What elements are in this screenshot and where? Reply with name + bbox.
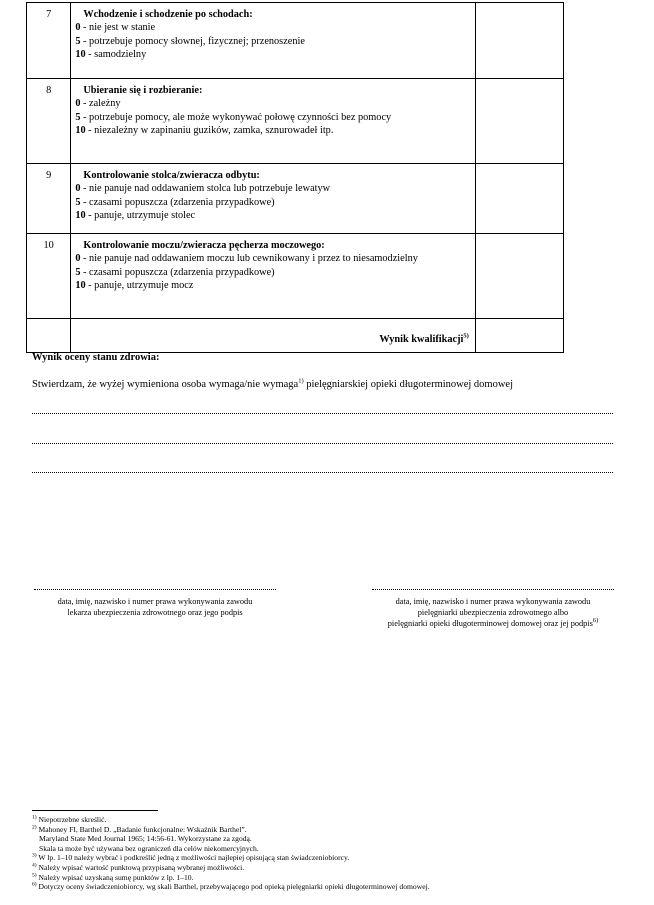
footnote-continuation: Maryland State Med Journal 1965; 14:56-61. Wykorzystane za zgodą.: [39, 834, 252, 844]
assessment-line[interactable]: [32, 472, 613, 473]
footnote: $^{2)}$ Mahoney FI, Barthel D. „Badanie funkcjonalne: Wskaźnik Barthel”.: [32, 824, 247, 834]
assessment-line[interactable]: [32, 443, 613, 444]
option-text: - nie jest w stanie: [80, 22, 156, 34]
item-title: Kontrolowanie stolca/zwieracza odbytu:: [83, 170, 260, 181]
footnote: $^{6)}$ Dotyczy oceny świadczeniobiorcy, wg skali Barthel, przebywającego pod opieką pielęgniarki opieki długoterminowej domowej.: [32, 881, 430, 892]
footnote-ref: 5): [463, 332, 469, 340]
item-description: [71, 164, 475, 234]
option: [75, 209, 470, 222]
option: [75, 48, 470, 61]
table-row: [27, 79, 564, 164]
option: [75, 21, 470, 34]
option-score: 0: [75, 22, 81, 34]
table-row: [27, 164, 564, 234]
option-text: - zależny: [80, 98, 121, 110]
assessment-line[interactable]: [32, 413, 613, 414]
footnote: $^{5)}$ Należy wpisać uzyskaną sumę punktów z lp. 1–10.: [32, 872, 194, 882]
option-text: - potrzebuje pomocy słownej, fizycznej; przenoszenie: [80, 35, 305, 47]
item-number: 8: [27, 79, 71, 164]
option-score: 10: [75, 280, 86, 292]
score-field[interactable]: [475, 79, 563, 164]
option: [75, 111, 470, 124]
option-text: - samodzielny: [85, 49, 147, 61]
option-text: - czasami popuszcza (zdarzenia przypadkowe): [80, 196, 275, 208]
footnote-continuation: Skala ta może być używana bez ograniczeń dla celów niekomercyjnych.: [39, 843, 259, 853]
nurse-signature-block: [372, 589, 614, 629]
option-text: - niezależny w zapinaniu guzików, zamka, sznurowadeł itp.: [85, 125, 334, 137]
option-text: - panuje, utrzymuje mocz: [85, 280, 194, 292]
total-row: [27, 319, 564, 353]
footnote-ref: 6): [592, 617, 599, 625]
option-text: - panuje, utrzymuje stolec: [85, 210, 196, 222]
option-text: - czasami popuszcza (zdarzenia przypadkowe): [80, 266, 275, 278]
option-text: - potrzebuje pomocy, ale może wykonywać połowę czynności bez pomocy: [80, 111, 392, 123]
option: [75, 279, 470, 292]
footnote-divider: [32, 810, 158, 811]
option-score: 10: [75, 49, 86, 61]
option-score: 0: [75, 183, 81, 195]
item-number: 7: [27, 3, 71, 79]
table-row: [27, 234, 564, 319]
option-score: 5: [75, 266, 81, 278]
option: [75, 97, 470, 110]
item-number: 9: [27, 164, 71, 234]
barthel-scale-table: [26, 2, 564, 353]
footnote: $^{3)}$ W lp. 1–10 należy wybrać i podkreślić jedną z możliwości najlepiej opisującą stan świadczeniobiorcy.: [32, 852, 350, 863]
option: [75, 196, 470, 209]
item-number: 10: [27, 234, 71, 319]
doctor-signature-block: [34, 589, 276, 618]
item-description: [71, 234, 475, 319]
item-description: [71, 3, 475, 79]
option: [75, 266, 470, 279]
option-text: - nie panuje nad oddawaniem moczu lub cewnikowany i przez to niesamodzielny: [80, 253, 418, 265]
score-field[interactable]: [475, 234, 563, 319]
option-score: 0: [75, 98, 81, 110]
table-row: [27, 3, 564, 79]
option-text: - nie panuje nad oddawaniem stolca lub potrzebuje lewatyw: [80, 183, 331, 195]
option-score: 5: [75, 35, 81, 47]
empty-cell: [27, 319, 71, 353]
score-field[interactable]: [475, 3, 563, 79]
option: [75, 182, 470, 195]
assessment-statement: Stwierdzam, że wyżej wymieniona osoba wymaga/nie wymaga$^{1)}$ pielęgniarskiej opieki długoterminowej domowej: [32, 377, 514, 390]
footnote-ref: 1): [298, 377, 304, 385]
signature-caption: data, imię, nazwisko i numer prawa wykonywania zawodu lekarza ubezpieczenia zdrowotnego oraz jego podpis: [57, 597, 253, 617]
footnote: $^{4)}$ Należy wpisać wartość punktową przypisaną wybranej możliwości.: [32, 862, 245, 872]
option: [75, 35, 470, 48]
option-score: 5: [75, 111, 81, 123]
option-score: 10: [75, 210, 86, 222]
option: [75, 124, 470, 137]
item-description: [71, 79, 475, 164]
item-title: Kontrolowanie moczu/zwieracza pęcherza moczowego:: [83, 240, 325, 251]
item-title: Wchodzenie i schodzenie po schodach:: [83, 9, 253, 20]
option: [75, 252, 470, 265]
footnote: $^{1)}$ Niepotrzebne skreślić.: [32, 814, 107, 824]
item-title: Ubieranie się i rozbieranie:: [83, 85, 203, 96]
assessment-title: Wynik oceny stanu zdrowia:: [32, 352, 160, 363]
total-label: Wynik kwalifikacji$^{5)}$: [71, 319, 475, 353]
option-score: 5: [75, 196, 81, 208]
option-score: 10: [75, 125, 86, 137]
option-score: 0: [75, 253, 81, 265]
signature-line[interactable]: [34, 589, 276, 590]
footnotes: [32, 815, 430, 892]
signature-caption: data, imię, nazwisko i numer prawa wykonywania zawodu pielęgniarki ubezpieczenia zdrowotnego albo pielęgniarki opieki długoterminowej domowej oraz jej podpis$^{6)}$: [387, 597, 599, 628]
score-field[interactable]: [475, 164, 563, 234]
signature-line[interactable]: [372, 589, 614, 590]
total-score-field[interactable]: [475, 319, 563, 353]
